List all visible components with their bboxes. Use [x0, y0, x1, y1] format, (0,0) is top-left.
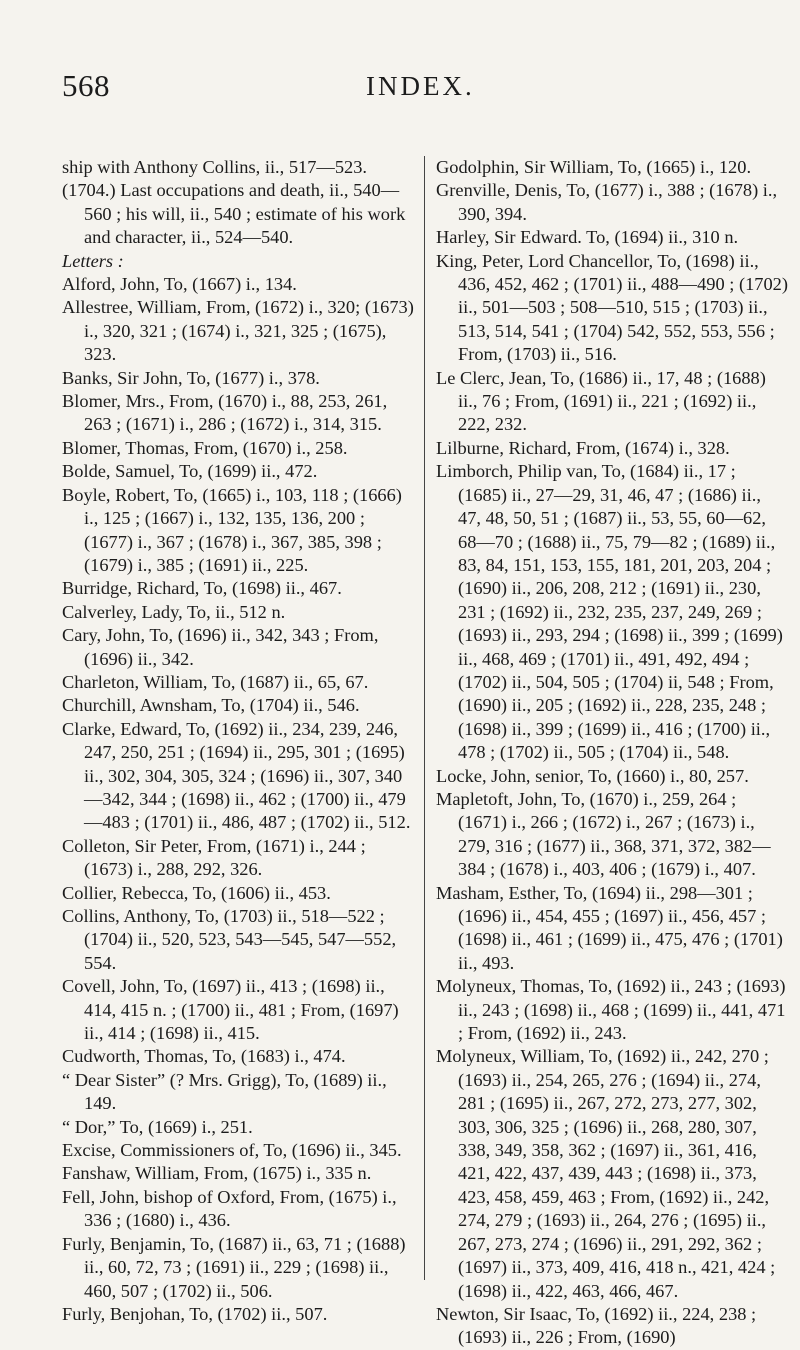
index-entry: Bolde, Samuel, To, (1699) ii., 472. — [62, 461, 318, 482]
index-entry: Limborch, Philip van, To, (1684) ii., 17 ; (1685) ii., 27—29, 31, 46, 47 ; (1686) ii., 47, 48, 50, 51 ; (1687) ii., 53, 55, 60—62, 68—70 ; (1688) ii., 75, 79—82 ; (1689) ii., 83, 84, 151, 153, 155, 181, 201, 203, 204 ; (1690) ii., 206, 208, 212 ; (1691) ii., 230, 231 ; (1692) ii., 232, 235, 237, 249, 269 ; (1693) ii., 293, 294 ; (1698) ii., 399 ; (1699) ii., 468, 469 ; (1701) ii., 491, 492, 494 ; (1702) ii., 504, 505 ; (1704) ii, 548 ; From, (1690) ii., 205 ; (1692) ii., 228, 235, 248 ; (1698) ii., 399 ; (1699) ii., 416 ; (1700) ii., 478 ; (1702) ii., 505 ; (1704) ii., 548. — [436, 461, 783, 763]
right-column — [436, 156, 788, 1350]
index-entry: Masham, Esther, To, (1694) ii., 298—301 ; (1696) ii., 454, 455 ; (1697) ii., 456, 457 ; (1698) ii., 461 ; (1699) ii., 475, 476 ; (1701) ii., 493. — [436, 882, 783, 973]
index-entry: (1704.) Last occupations and death, ii., 540—560 ; his will, ii., 540 ; estimate of his work and character, ii., 524—540. — [62, 180, 406, 248]
index-entry: Clarke, Edward, To, (1692) ii., 234, 239, 246, 247, 250, 251 ; (1694) ii., 295, 301 ; (1695) ii., 302, 304, 305, 324 ; (1696) ii., 307, 340—342, 344 ; (1698) ii., 462 ; (1700) ii., 479—483 ; (1701) ii., 486, 487 ; (1702) ii., 512. — [62, 718, 411, 833]
index-entry: Le Clerc, Jean, To, (1686) ii., 17, 48 ; (1688) ii., 76 ; From, (1691) ii., 221 ; (1692) ii., 222, 232. — [436, 367, 766, 435]
index-entry: Churchill, Awnsham, To, (1704) ii., 546. — [62, 695, 360, 716]
index-entry: Locke, John, senior, To, (1660) i., 80, 257. — [436, 765, 749, 786]
index-entry: Molyneux, William, To, (1692) ii., 242, 270 ; (1693) ii., 254, 265, 276 ; (1694) ii., 274, 281 ; (1695) ii., 267, 272, 273, 277, 302, 303, 306, 325 ; (1696) ii., 268, 280, 307, 338, 349, 358, 362 ; (1697) ii., 361, 416, 421, 422, 437, 439, 443 ; (1698) ii., 373, 423, 458, 459, 463 ; From, (1692) ii., 242, 274, 279 ; (1693) ii., 264, 276 ; (1695) ii., 267, 273, 274 ; (1696) ii., 291, 292, 362 ; (1697) ii., 373, 409, 416, 418 n., 421, 424 ; (1698) ii., 422, 463, 466, 467. — [436, 1046, 776, 1301]
index-entry: Newton, Sir Isaac, To, (1692) ii., 224, 238 ; (1693) ii., 226 ; From, (1690) — [436, 1303, 757, 1348]
section-heading-letters: Letters : — [62, 250, 124, 271]
index-entry: Colleton, Sir Peter, From, (1671) i., 244 ; (1673) i., 288, 292, 326. — [62, 835, 366, 880]
index-entry: Covell, John, To, (1697) ii., 413 ; (1698) ii., 414, 415 n. ; (1700) ii., 481 ; From, (1697) ii., 414 ; (1698) ii., 415. — [62, 976, 399, 1044]
index-entry: “ Dear Sister” (? Mrs. Grigg), To, (1689) ii., 149. — [62, 1069, 387, 1114]
index-entry: Furly, Benjamin, To, (1687) ii., 63, 71 ; (1688) ii., 60, 72, 73 ; (1691) ii., 229 ; (1698) ii., 460, 507 ; (1702) ii., 506. — [62, 1233, 406, 1301]
index-entry: Collier, Rebecca, To, (1606) ii., 453. — [62, 882, 331, 903]
index-entry: Furly, Benjohan, To, (1702) ii., 507. — [62, 1303, 328, 1324]
index-entry: Blomer, Thomas, From, (1670) i., 258. — [62, 437, 348, 458]
index-entry: Grenville, Denis, To, (1677) i., 388 ; (1678) i., 390, 394. — [436, 180, 778, 224]
index-entry: Godolphin, Sir William, To, (1665) i., 120. — [436, 157, 752, 177]
index-entry: King, Peter, Lord Chancellor, To, (1698) ii., 436, 452, 462 ; (1701) ii., 488—490 ; (1702) ii., 501—503 ; 508—510, 515 ; (1703) ii., 513, 514, 541 ; (1704) 542, 552, 553, 556 ; From, (1703) ii., 516. — [436, 250, 788, 365]
index-entry: Cudworth, Thomas, To, (1683) i., 474. — [62, 1046, 346, 1067]
index-entry: Cary, John, To, (1696) ii., 342, 343 ; From, (1696) ii., 342. — [62, 625, 379, 669]
index-entry: Allestree, William, From, (1672) i., 320; (1673) i., 320, 321 ; (1674) i., 321, 325 ; (1675), 323. — [62, 297, 414, 365]
index-entry: Boyle, Robert, To, (1665) i., 103, 118 ; (1666) i., 125 ; (1667) i., 132, 135, 136, 200 ; (1677) i., 367 ; (1678) i., 367, 385, 398 ; (1679) i., 385 ; (1691) ii., 225. — [62, 484, 402, 575]
column-divider — [424, 156, 425, 1280]
index-entry: Molyneux, Thomas, To, (1692) ii., 243 ; (1693) ii., 243 ; (1698) ii., 468 ; (1699) ii., 441, 471 ; From, (1692) ii., 243. — [436, 976, 786, 1044]
index-entry: Mapletoft, John, To, (1670) i., 259, 264 ; (1671) i., 266 ; (1672) i., 267 ; (1673) i., 279, 316 ; (1677) ii., 368, 371, 372, 382—384 ; (1678) i., 403, 406 ; (1679) i., 407. — [436, 788, 771, 880]
index-entry: Fanshaw, William, From, (1675) i., 335 n. — [62, 1163, 372, 1184]
index-entry: Fell, John, bishop of Oxford, From, (1675) i., 336 ; (1680) i., 436. — [62, 1186, 397, 1231]
index-entry: Excise, Commissioners of, To, (1696) ii., 345. — [62, 1140, 402, 1161]
index-entry: Calverley, Lady, To, ii., 512 n. — [62, 601, 286, 622]
index-entry: ship with Anthony Collins, ii., 517—523. — [62, 157, 368, 177]
index-entry: Alford, John, To, (1667) i., 134. — [62, 274, 297, 295]
index-entry: Lilburne, Richard, From, (1674) i., 328. — [436, 437, 730, 458]
index-entry: Banks, Sir John, To, (1677) i., 378. — [62, 367, 320, 388]
index-entry: Harley, Sir Edward. To, (1694) ii., 310 n. — [436, 227, 739, 248]
index-entry: “ Dor,” To, (1669) i., 251. — [62, 1116, 253, 1137]
page-number: 568 — [62, 68, 110, 103]
index-entry: Collins, Anthony, To, (1703) ii., 518—522 ; (1704) ii., 520, 523, 543—545, 547—552, 554. — [62, 906, 397, 973]
index-entry: Burridge, Richard, To, (1698) ii., 467. — [62, 578, 342, 599]
index-entry: Blomer, Mrs., From, (1670) i., 88, 253, 261, 263 ; (1671) i., 286 ; (1672) i., 314, 315. — [62, 391, 388, 435]
index-entry: Charleton, William, To, (1687) ii., 65, 67. — [62, 671, 369, 692]
running-head: INDEX. — [366, 71, 475, 101]
left-column — [62, 156, 414, 1326]
